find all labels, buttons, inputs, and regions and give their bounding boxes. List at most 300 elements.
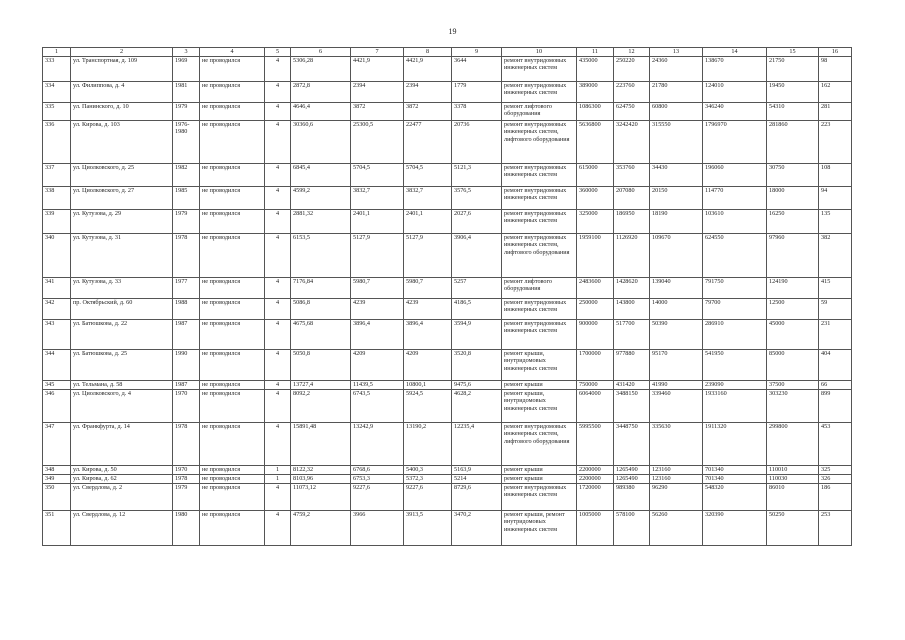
year-cell: 1979 [173, 483, 200, 510]
cost-fund-cell: 624750 [614, 102, 650, 120]
cost-owners-cell: 12500 [767, 298, 819, 319]
cost-local-cell: 196060 [703, 163, 767, 186]
year-cell: 1970 [173, 389, 200, 422]
cost-owners-cell: 85000 [767, 349, 819, 380]
repair-status-cell: не проводился [200, 349, 265, 380]
cost-region-cell: 335630 [650, 422, 703, 465]
area-total-cell: 5086,8 [291, 298, 351, 319]
year-cell: 1978 [173, 474, 200, 483]
address-cell: ул. Филиппова, д. 4 [71, 81, 173, 102]
area-c-cell: 12235,4 [452, 422, 502, 465]
year-cell: 1988 [173, 298, 200, 319]
repair-status-cell: не проводился [200, 209, 265, 233]
area-total-cell: 2872,8 [291, 81, 351, 102]
cost-total-cell: 5636800 [577, 120, 614, 163]
table-row [43, 233, 852, 277]
cost-owners-cell: 45000 [767, 319, 819, 349]
cost-owners-cell: 303230 [767, 389, 819, 422]
cost-local-cell: 114770 [703, 186, 767, 209]
address-cell: пр. Октябрьский, д. 60 [71, 298, 173, 319]
area-a-cell: 5980,7 [351, 277, 404, 298]
address-cell: ул. Циолковского, д. 27 [71, 186, 173, 209]
table-row [43, 389, 852, 422]
cost-total-cell: 1005000 [577, 510, 614, 545]
work-type-cell: ремонт внутридомовых инженерных систем [502, 163, 577, 186]
table-row [43, 163, 852, 186]
work-type-cell: ремонт внутридомовых инженерных систем [502, 81, 577, 102]
address-cell: ул. Транспортная, д. 109 [71, 56, 173, 81]
area-c-cell: 3594,9 [452, 319, 502, 349]
address-cell: ул. Свердлова, д. 12 [71, 510, 173, 545]
area-total-cell: 4599,2 [291, 186, 351, 209]
repair-status-cell: не проводился [200, 120, 265, 163]
year-cell: 1981 [173, 81, 200, 102]
repair-status-cell: не проводился [200, 81, 265, 102]
work-type-cell: ремонт внутридомовых инженерных систем [502, 186, 577, 209]
cost-owners-cell: 110010 [767, 465, 819, 474]
cost-local-cell: 138670 [703, 56, 767, 81]
cost-fund-cell: 1126920 [614, 233, 650, 277]
column-number-cell: 8 [404, 48, 452, 57]
row-number-cell: 346 [43, 389, 71, 422]
cost-owners-cell: 18000 [767, 186, 819, 209]
unit-cost-cell: 326 [819, 474, 852, 483]
row-number-cell: 338 [43, 186, 71, 209]
repair-status-cell: не проводился [200, 298, 265, 319]
area-total-cell: 7176,84 [291, 277, 351, 298]
year-cell: 1990 [173, 349, 200, 380]
cost-local-cell: 79700 [703, 298, 767, 319]
area-c-cell: 5121,3 [452, 163, 502, 186]
table-row [43, 422, 852, 465]
unit-cost-cell: 162 [819, 81, 852, 102]
cost-region-cell: 339460 [650, 389, 703, 422]
table-row [43, 319, 852, 349]
cost-local-cell: 548320 [703, 483, 767, 510]
area-c-cell: 3906,4 [452, 233, 502, 277]
area-a-cell: 3872 [351, 102, 404, 120]
row-number-cell: 341 [43, 277, 71, 298]
area-c-cell: 5163,9 [452, 465, 502, 474]
area-c-cell: 8729,6 [452, 483, 502, 510]
floors-cell: 4 [265, 209, 291, 233]
area-a-cell: 5704,5 [351, 163, 404, 186]
floors-cell: 1 [265, 465, 291, 474]
cost-owners-cell: 16250 [767, 209, 819, 233]
area-b-cell: 4421,9 [404, 56, 452, 81]
area-a-cell: 25300,5 [351, 120, 404, 163]
area-a-cell: 3832,7 [351, 186, 404, 209]
area-b-cell: 5704,5 [404, 163, 452, 186]
cost-total-cell: 2483600 [577, 277, 614, 298]
repair-status-cell: не проводился [200, 102, 265, 120]
area-b-cell: 4239 [404, 298, 452, 319]
cost-owners-cell: 50250 [767, 510, 819, 545]
cost-region-cell: 24360 [650, 56, 703, 81]
cost-region-cell: 60800 [650, 102, 703, 120]
floors-cell: 4 [265, 163, 291, 186]
row-number-cell: 339 [43, 209, 71, 233]
table-row [43, 209, 852, 233]
table-row [43, 465, 852, 474]
address-cell: ул. Батюшкова, д. 25 [71, 349, 173, 380]
cost-fund-cell: 431420 [614, 380, 650, 389]
page-number: 19 [448, 27, 457, 36]
cost-total-cell: 750000 [577, 380, 614, 389]
row-number-cell: 337 [43, 163, 71, 186]
cost-total-cell: 1720000 [577, 483, 614, 510]
cost-owners-cell: 110030 [767, 474, 819, 483]
cost-local-cell: 791750 [703, 277, 767, 298]
work-type-cell: ремонт крыши [502, 474, 577, 483]
table-row [43, 277, 852, 298]
work-type-cell: ремонт крыши [502, 380, 577, 389]
work-type-cell: ремонт внутридомовых инженерных систем [502, 319, 577, 349]
floors-cell: 4 [265, 483, 291, 510]
cost-local-cell: 624550 [703, 233, 767, 277]
column-number-cell: 14 [703, 48, 767, 57]
address-cell: ул. Циолковского, д. 25 [71, 163, 173, 186]
work-type-cell: ремонт внутридомовых инженерных систем, лифтового оборудования [502, 233, 577, 277]
cost-fund-cell: 3242420 [614, 120, 650, 163]
cost-fund-cell: 1428620 [614, 277, 650, 298]
cost-local-cell: 1911320 [703, 422, 767, 465]
work-type-cell: ремонт внутридомовых инженерных систем [502, 483, 577, 510]
area-c-cell: 3378 [452, 102, 502, 120]
column-number-cell: 7 [351, 48, 404, 57]
area-total-cell: 5306,28 [291, 56, 351, 81]
unit-cost-cell: 325 [819, 465, 852, 474]
work-type-cell: ремонт внутридомовых инженерных систем, лифтового оборудования [502, 422, 577, 465]
area-b-cell: 22477 [404, 120, 452, 163]
area-a-cell: 4239 [351, 298, 404, 319]
area-a-cell: 13242,9 [351, 422, 404, 465]
unit-cost-cell: 186 [819, 483, 852, 510]
area-b-cell: 13190,2 [404, 422, 452, 465]
area-total-cell: 15891,48 [291, 422, 351, 465]
repair-status-cell: не проводился [200, 422, 265, 465]
floors-cell: 4 [265, 81, 291, 102]
cost-region-cell: 123160 [650, 465, 703, 474]
cost-local-cell: 1796970 [703, 120, 767, 163]
cost-owners-cell: 21750 [767, 56, 819, 81]
address-cell: ул. Кирова, д. 50 [71, 465, 173, 474]
area-c-cell: 3470,2 [452, 510, 502, 545]
cost-owners-cell: 97960 [767, 233, 819, 277]
cost-total-cell: 325000 [577, 209, 614, 233]
work-type-cell: ремонт крыши, внутридомовых инженерных систем [502, 349, 577, 380]
cost-total-cell: 900000 [577, 319, 614, 349]
work-type-cell: ремонт крыши, внутридомовых инженерных систем [502, 389, 577, 422]
column-number-cell: 6 [291, 48, 351, 57]
address-cell: ул. Панинского, д. 10 [71, 102, 173, 120]
area-total-cell: 8122,32 [291, 465, 351, 474]
repair-status-cell: не проводился [200, 380, 265, 389]
year-cell: 1987 [173, 380, 200, 389]
cost-region-cell: 56260 [650, 510, 703, 545]
address-cell: ул. Кутузова, д. 29 [71, 209, 173, 233]
area-b-cell: 3872 [404, 102, 452, 120]
cost-local-cell: 701340 [703, 465, 767, 474]
cost-fund-cell: 977880 [614, 349, 650, 380]
year-cell: 1979 [173, 209, 200, 233]
cost-local-cell: 346240 [703, 102, 767, 120]
row-number-cell: 334 [43, 81, 71, 102]
floors-cell: 4 [265, 186, 291, 209]
area-c-cell: 20736 [452, 120, 502, 163]
cost-total-cell: 360000 [577, 186, 614, 209]
table-row [43, 483, 852, 510]
year-cell: 1978 [173, 233, 200, 277]
cost-fund-cell: 207080 [614, 186, 650, 209]
column-number-cell: 13 [650, 48, 703, 57]
area-b-cell: 9227,6 [404, 483, 452, 510]
work-type-cell: ремонт крыши [502, 465, 577, 474]
cost-fund-cell: 3448750 [614, 422, 650, 465]
floors-cell: 4 [265, 389, 291, 422]
cost-total-cell: 1959100 [577, 233, 614, 277]
unit-cost-cell: 59 [819, 298, 852, 319]
area-c-cell: 9475,6 [452, 380, 502, 389]
cost-region-cell: 109670 [650, 233, 703, 277]
cost-fund-cell: 1265490 [614, 474, 650, 483]
area-total-cell: 6845,4 [291, 163, 351, 186]
address-cell: ул. Кирова, д. 62 [71, 474, 173, 483]
cost-local-cell: 320390 [703, 510, 767, 545]
cost-owners-cell: 30750 [767, 163, 819, 186]
work-type-cell: ремонт лифтового оборудования [502, 102, 577, 120]
cost-region-cell: 139040 [650, 277, 703, 298]
column-number-cell: 12 [614, 48, 650, 57]
cost-region-cell: 50390 [650, 319, 703, 349]
column-number-cell: 15 [767, 48, 819, 57]
area-b-cell: 5127,9 [404, 233, 452, 277]
table-row [43, 186, 852, 209]
address-cell: ул. Кутузова, д. 33 [71, 277, 173, 298]
row-number-cell: 351 [43, 510, 71, 545]
area-total-cell: 8092,2 [291, 389, 351, 422]
cost-total-cell: 1700000 [577, 349, 614, 380]
area-total-cell: 2881,32 [291, 209, 351, 233]
year-cell: 1976-1980 [173, 120, 200, 163]
unit-cost-cell: 899 [819, 389, 852, 422]
column-number-cell: 3 [173, 48, 200, 57]
row-number-cell: 345 [43, 380, 71, 389]
area-c-cell: 3644 [452, 56, 502, 81]
address-cell: ул. Циолковского, д. 4 [71, 389, 173, 422]
area-a-cell: 11439,5 [351, 380, 404, 389]
repair-status-cell: не проводился [200, 510, 265, 545]
cost-owners-cell: 281860 [767, 120, 819, 163]
area-c-cell: 3520,8 [452, 349, 502, 380]
cost-fund-cell: 223760 [614, 81, 650, 102]
area-b-cell: 5372,3 [404, 474, 452, 483]
cost-owners-cell: 37500 [767, 380, 819, 389]
area-a-cell: 3896,4 [351, 319, 404, 349]
column-number-cell: 2 [71, 48, 173, 57]
floors-cell: 1 [265, 474, 291, 483]
cost-owners-cell: 54310 [767, 102, 819, 120]
area-b-cell: 5980,7 [404, 277, 452, 298]
row-number-cell: 349 [43, 474, 71, 483]
row-number-cell: 340 [43, 233, 71, 277]
area-a-cell: 3966 [351, 510, 404, 545]
unit-cost-cell: 135 [819, 209, 852, 233]
cost-owners-cell: 124190 [767, 277, 819, 298]
unit-cost-cell: 108 [819, 163, 852, 186]
row-number-cell: 348 [43, 465, 71, 474]
cost-region-cell: 14000 [650, 298, 703, 319]
area-c-cell: 1779 [452, 81, 502, 102]
column-number-cell: 10 [502, 48, 577, 57]
year-cell: 1978 [173, 422, 200, 465]
row-number-cell: 350 [43, 483, 71, 510]
area-total-cell: 4646,4 [291, 102, 351, 120]
area-b-cell: 10800,1 [404, 380, 452, 389]
area-c-cell: 4628,2 [452, 389, 502, 422]
area-total-cell: 4759,2 [291, 510, 351, 545]
repair-program-table [42, 47, 852, 546]
cost-region-cell: 34430 [650, 163, 703, 186]
cost-fund-cell: 517700 [614, 319, 650, 349]
cost-fund-cell: 250220 [614, 56, 650, 81]
cost-region-cell: 315550 [650, 120, 703, 163]
unit-cost-cell: 253 [819, 510, 852, 545]
area-total-cell: 4675,68 [291, 319, 351, 349]
area-b-cell: 5400,3 [404, 465, 452, 474]
table-row [43, 120, 852, 163]
unit-cost-cell: 415 [819, 277, 852, 298]
year-cell: 1970 [173, 465, 200, 474]
row-number-cell: 344 [43, 349, 71, 380]
year-cell: 1985 [173, 186, 200, 209]
cost-total-cell: 1086300 [577, 102, 614, 120]
floors-cell: 4 [265, 422, 291, 465]
cost-region-cell: 21780 [650, 81, 703, 102]
address-cell: ул. Франкфурта, д. 14 [71, 422, 173, 465]
area-a-cell: 4421,9 [351, 56, 404, 81]
address-cell: ул. Батюшкова, д. 22 [71, 319, 173, 349]
cost-fund-cell: 186950 [614, 209, 650, 233]
area-b-cell: 3913,5 [404, 510, 452, 545]
area-a-cell: 9227,6 [351, 483, 404, 510]
row-number-cell: 343 [43, 319, 71, 349]
cost-region-cell: 20150 [650, 186, 703, 209]
unit-cost-cell: 66 [819, 380, 852, 389]
cost-local-cell: 541950 [703, 349, 767, 380]
year-cell: 1977 [173, 277, 200, 298]
area-a-cell: 6768,6 [351, 465, 404, 474]
floors-cell: 4 [265, 349, 291, 380]
repair-status-cell: не проводился [200, 319, 265, 349]
floors-cell: 4 [265, 319, 291, 349]
repair-status-cell: не проводился [200, 186, 265, 209]
cost-region-cell: 96290 [650, 483, 703, 510]
floors-cell: 4 [265, 298, 291, 319]
cost-fund-cell: 3488150 [614, 389, 650, 422]
unit-cost-cell: 98 [819, 56, 852, 81]
cost-fund-cell: 143800 [614, 298, 650, 319]
address-cell: ул. Кирова, д. 103 [71, 120, 173, 163]
column-number-row [43, 48, 852, 57]
unit-cost-cell: 404 [819, 349, 852, 380]
work-type-cell: ремонт внутридомовых инженерных систем [502, 298, 577, 319]
area-total-cell: 13727,4 [291, 380, 351, 389]
cost-total-cell: 5995500 [577, 422, 614, 465]
cost-owners-cell: 19450 [767, 81, 819, 102]
table-row [43, 349, 852, 380]
area-total-cell: 30360,6 [291, 120, 351, 163]
unit-cost-cell: 223 [819, 120, 852, 163]
column-number-cell: 11 [577, 48, 614, 57]
cost-region-cell: 95170 [650, 349, 703, 380]
work-type-cell: ремонт внутридомовых инженерных систем, лифтового оборудования [502, 120, 577, 163]
table-row [43, 380, 852, 389]
cost-region-cell: 18190 [650, 209, 703, 233]
year-cell: 1987 [173, 319, 200, 349]
area-total-cell: 6153,5 [291, 233, 351, 277]
area-c-cell: 4186,5 [452, 298, 502, 319]
repair-status-cell: не проводился [200, 163, 265, 186]
column-number-cell: 1 [43, 48, 71, 57]
row-number-cell: 347 [43, 422, 71, 465]
column-number-cell: 16 [819, 48, 852, 57]
repair-status-cell: не проводился [200, 483, 265, 510]
table-row [43, 298, 852, 319]
row-number-cell: 335 [43, 102, 71, 120]
cost-total-cell: 615000 [577, 163, 614, 186]
floors-cell: 4 [265, 233, 291, 277]
year-cell: 1979 [173, 102, 200, 120]
table-row [43, 510, 852, 545]
cost-region-cell: 41990 [650, 380, 703, 389]
work-type-cell: ремонт лифтового оборудования [502, 277, 577, 298]
column-number-cell: 4 [200, 48, 265, 57]
cost-fund-cell: 1265490 [614, 465, 650, 474]
area-total-cell: 8103,96 [291, 474, 351, 483]
unit-cost-cell: 231 [819, 319, 852, 349]
cost-local-cell: 286910 [703, 319, 767, 349]
work-type-cell: ремонт крыши, ремонт внутридомовых инженерных систем [502, 510, 577, 545]
unit-cost-cell: 94 [819, 186, 852, 209]
cost-region-cell: 123160 [650, 474, 703, 483]
address-cell: ул. Свердлова, д. 2 [71, 483, 173, 510]
table-row [43, 56, 852, 81]
cost-local-cell: 239090 [703, 380, 767, 389]
unit-cost-cell: 382 [819, 233, 852, 277]
area-c-cell: 5257 [452, 277, 502, 298]
cost-local-cell: 124010 [703, 81, 767, 102]
repair-status-cell: не проводился [200, 465, 265, 474]
floors-cell: 4 [265, 102, 291, 120]
row-number-cell: 336 [43, 120, 71, 163]
year-cell: 1980 [173, 510, 200, 545]
address-cell: ул. Кутузова, д. 31 [71, 233, 173, 277]
year-cell: 1982 [173, 163, 200, 186]
area-c-cell: 3576,5 [452, 186, 502, 209]
area-a-cell: 6743,5 [351, 389, 404, 422]
area-a-cell: 2394 [351, 81, 404, 102]
cost-total-cell: 2200000 [577, 465, 614, 474]
area-b-cell: 2394 [404, 81, 452, 102]
cost-local-cell: 701340 [703, 474, 767, 483]
cost-total-cell: 2200000 [577, 474, 614, 483]
row-number-cell: 333 [43, 56, 71, 81]
repair-status-cell: не проводился [200, 56, 265, 81]
repair-status-cell: не проводился [200, 233, 265, 277]
area-a-cell: 5127,9 [351, 233, 404, 277]
cost-fund-cell: 353760 [614, 163, 650, 186]
